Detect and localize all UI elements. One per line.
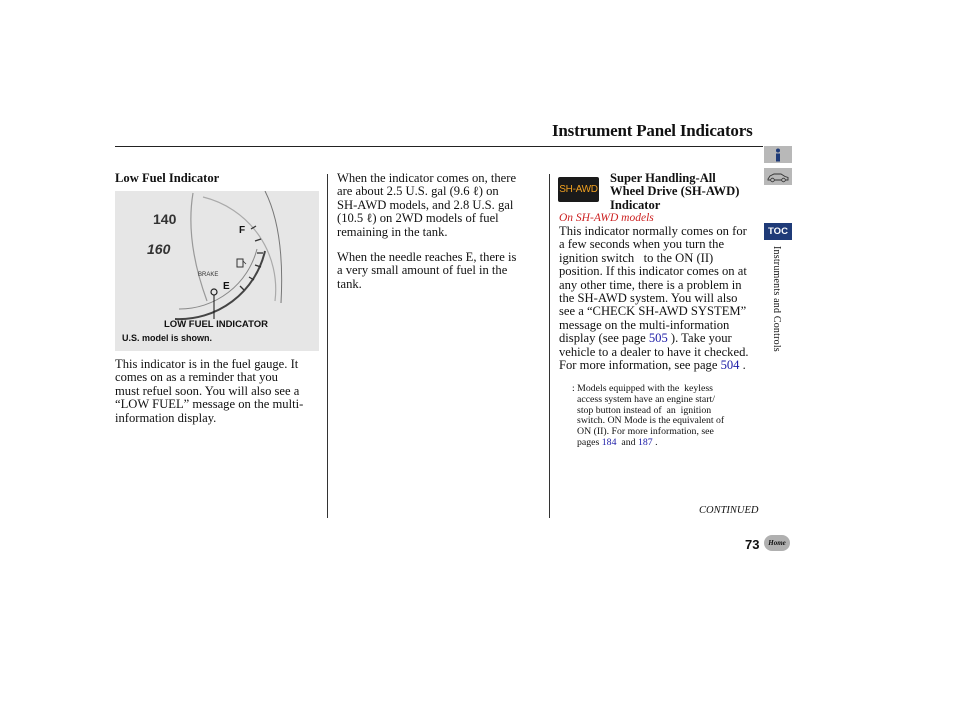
fuel-empty-mark: E bbox=[223, 281, 230, 292]
page-link-184[interactable]: 184 bbox=[601, 436, 617, 448]
page-title: Instrument Panel Indicators bbox=[552, 121, 753, 140]
figure-note: U.S. model is shown. bbox=[122, 333, 213, 343]
column-divider-1 bbox=[327, 174, 328, 518]
car-icon bbox=[766, 171, 790, 183]
fuel-full-mark: F bbox=[239, 225, 246, 236]
info-icon bbox=[772, 148, 784, 162]
speed-label-160: 160 bbox=[147, 241, 171, 257]
sh-awd-description: This indicator normally comes on for a few seconds when you turn the ignition switch to the ON (II) position. If this indicator comes on at any other time, there is a problem in the SH-AWD system. You will also see a “CHECK SH-AWD SYSTEM” message on the multi-information display (see page 505 ). Take your vehicle to a dealer to have it checked. For more information, see page 504 . bbox=[559, 224, 749, 373]
models-note: On SH-AWD models bbox=[559, 212, 654, 224]
low-fuel-callout: LOW FUEL INDICATOR bbox=[164, 319, 268, 330]
keyless-footnote: : Models equipped with the keyless access system have an engine start/ stop button instead of an ignition switch. ON Mode is the equivalent of ON (II). For more information, see pages 184 and 187 . bbox=[572, 383, 725, 448]
low-fuel-description: This indicator is in the fuel gauge. It comes on as a reminder that you must refuel soon. You will also see a “LOW FUEL” message on the multi- information display. bbox=[115, 357, 304, 425]
page-number: 73 bbox=[745, 537, 760, 552]
fuel-remaining-paragraph: When the indicator comes on, there are about 2.5 U.S. gal (9.6 ℓ) on SH-AWD models, and 2.8 U.S. gal (10.5 ℓ) on 2WD models of fuel remaining in the tank. bbox=[337, 171, 517, 239]
home-icon: Home bbox=[768, 539, 786, 547]
low-fuel-heading: Low Fuel Indicator bbox=[115, 171, 220, 185]
toc-label: TOC bbox=[768, 226, 788, 237]
info-tab-button[interactable] bbox=[764, 146, 792, 163]
fuel-gauge-figure bbox=[115, 191, 319, 351]
continued-label: CONTINUED bbox=[699, 505, 759, 516]
page-link-504[interactable]: 504 bbox=[720, 358, 740, 373]
page-link-505[interactable]: 505 bbox=[648, 331, 668, 346]
brake-label: BRAKE bbox=[198, 272, 219, 278]
low-fuel-lamp-icon bbox=[211, 289, 217, 295]
column-divider-2 bbox=[549, 174, 550, 518]
page-link-187[interactable]: 187 bbox=[637, 436, 653, 448]
toc-tab-button[interactable] bbox=[764, 223, 792, 240]
home-button[interactable] bbox=[764, 535, 790, 551]
fuel-pump-icon bbox=[237, 259, 246, 267]
sh-awd-indicator-icon: SH-AWD bbox=[558, 177, 599, 202]
car-tab-button[interactable] bbox=[764, 168, 792, 185]
speed-label-140: 140 bbox=[153, 211, 177, 227]
sh-awd-heading: Super Handling-All Wheel Drive (SH-AWD) Indicator bbox=[610, 171, 740, 212]
section-label: Instruments and Controls bbox=[771, 246, 782, 352]
header-rule bbox=[115, 146, 763, 147]
needle-empty-paragraph: When the needle reaches E, there is a very small amount of fuel in the tank. bbox=[337, 250, 517, 291]
